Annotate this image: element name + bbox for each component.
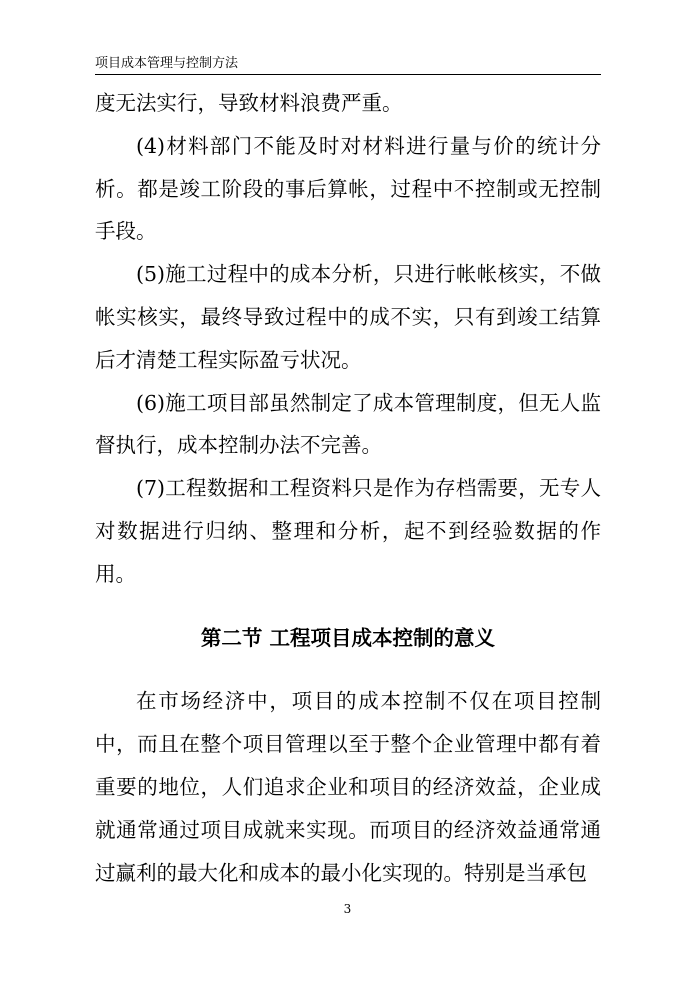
paragraph-continuation: 度无法实行，导致材料浪费严重。: [95, 91, 403, 115]
page-number: 3: [343, 902, 352, 916]
page-header: [95, 55, 601, 75]
paragraph-item-5: (5)施工过程中的成本分析，只进行帐帐核实，不做帐实核实，最终导致过程中的成不实，只有到竣工结算后才清楚工程实际盈亏状况。: [95, 262, 601, 372]
header-title: 项目成本管理与控制方法: [95, 56, 239, 71]
paragraph-significance: 在市场经济中，项目的成本控制不仅在项目控制中，而且在整个项目管理以至于整个企业管理中都有着重要的地位，人们追求企业和项目的经济效益，企业成就通常通过项目成就来实现。而项目的经济效益通常通过赢利的最大化和成本的最小化实现的。特别是当承包: [95, 689, 601, 885]
paragraph-item-6: (6)施工项目部虽然制定了成本管理制度，但无人监督执行，成本控制办法不完善。: [95, 390, 601, 458]
document-body: [95, 82, 601, 894]
paragraph-item-4: (4)材料部门不能及时对材料进行量与价的统计分析。都是竣工阶段的事后算帐，过程中不控制或无控制手段。: [95, 133, 601, 244]
paragraph-item-7: (7)工程数据和工程资料只是作为存档需要，无专人对数据进行归纳、整理和分析，起不到经验数据的作用。: [95, 476, 601, 586]
section-heading: 第二节 工程项目成本控制的意义: [200, 625, 496, 650]
